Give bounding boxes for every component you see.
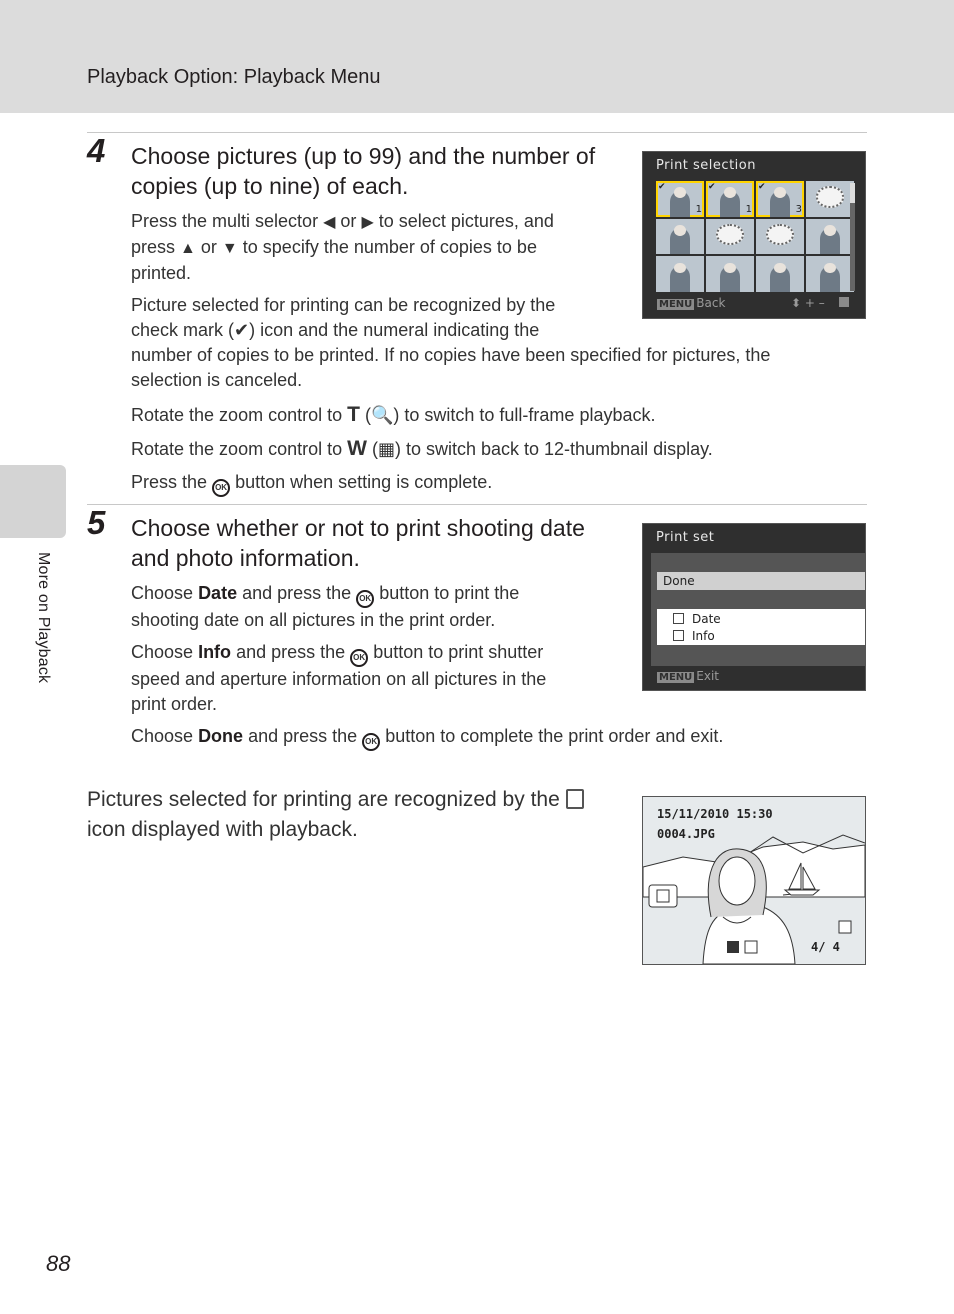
- page-header: [0, 0, 954, 113]
- thumbnail: ✔ 3: [758, 181, 802, 215]
- thumbnail: ✔ 1: [658, 181, 702, 215]
- side-label: More on Playback: [35, 552, 52, 684]
- zoom-in-icon: 🔍: [370, 405, 394, 425]
- step-5-paragraph-3: Choose Done and press the OK button to complete the print order and exit.: [131, 724, 871, 751]
- thumbnail-grid: [656, 181, 854, 292]
- check-mark-icon: ✔: [234, 320, 250, 340]
- step-4-paragraph-4: Rotate the zoom control to W (▦) to switch back to 12-thumbnail display.: [131, 437, 713, 460]
- right-arrow-icon: ▶: [361, 214, 374, 231]
- ok-button-icon: OK: [350, 649, 368, 667]
- thumbnail: [656, 256, 704, 292]
- step-4-paragraph-5: Press the OK button when setting is complete.: [131, 470, 871, 497]
- checkbox-icon: [673, 630, 684, 641]
- screen-footer: MENU Back: [659, 296, 726, 310]
- ok-button-icon: OK: [212, 479, 230, 497]
- option-info[interactable]: Info: [673, 629, 715, 643]
- step-4-paragraph-1: Press the multi selector ◀ or ▶ to select pictures, and press ▲ or ▼ to specify the number of copies to be printed.: [131, 211, 554, 283]
- screen-title: Print set: [656, 530, 715, 545]
- step-4-paragraph-3: Rotate the zoom control to T (🔍) to switch to full-frame playback.: [131, 403, 656, 426]
- down-arrow-icon: ▼: [221, 240, 238, 257]
- scrollbar: [850, 183, 855, 291]
- playback-photo: [643, 797, 865, 964]
- divider: [87, 132, 867, 133]
- step-4-number: 4: [87, 132, 106, 169]
- thumbnail: [756, 256, 804, 292]
- thumbnail: [656, 219, 704, 255]
- thumbnail: [756, 219, 804, 255]
- file-name: 0004.JPG: [657, 827, 715, 841]
- page-number: 88: [46, 1251, 71, 1276]
- screen-footer: MENU Exit: [659, 669, 720, 683]
- header-title: Playback Option: Playback Menu: [87, 66, 381, 88]
- frame-counter: 4/ 4: [811, 940, 840, 954]
- step-4-title: Choose pictures (up to 99) and the number of copies (up to nine) of each.: [131, 143, 596, 199]
- playback-screen: [642, 796, 866, 965]
- thumbnail-icon: ▦: [377, 439, 395, 459]
- zoom-icon: [839, 297, 849, 307]
- print-set-screen: [642, 523, 866, 691]
- print-order-icon: [566, 789, 584, 809]
- up-arrow-icon: ▲: [180, 240, 196, 257]
- thumbnail: [706, 219, 754, 255]
- copies-control: ⬍ + –: [791, 296, 849, 310]
- menu-item-done[interactable]: Done: [657, 572, 865, 590]
- divider: [87, 504, 867, 505]
- up-down-icon: ⬍: [791, 296, 802, 310]
- step-4-paragraph-2: Picture selected for printing can be recognized by the check mark (✔) icon and the numeral indicating the number of copies to be printed. If no copies have been specified for pictures, the selection is canceled.: [131, 295, 771, 390]
- ok-button-icon: OK: [356, 590, 374, 608]
- side-tab: [0, 465, 66, 538]
- checkbox-icon: [673, 613, 684, 624]
- thumbnail: [806, 219, 854, 255]
- bottom-note: Pictures selected for printing are recognized by the icon displayed with playback.: [87, 785, 607, 845]
- print-selection-screen: [642, 151, 866, 319]
- screen-title: Print selection: [656, 158, 756, 173]
- thumbnail: [806, 256, 854, 292]
- ok-button-icon: OK: [362, 733, 380, 751]
- options-list: [657, 609, 865, 645]
- date-time: 15/11/2010 15:30: [657, 807, 773, 821]
- option-date[interactable]: Date: [673, 612, 721, 626]
- thumbnail: [806, 181, 854, 217]
- step-5-title: Choose whether or not to print shooting date and photo information.: [131, 515, 585, 571]
- step-5-paragraph-1: Choose Date and press the OK button to print the shooting date on all pictures in the print order.: [131, 583, 520, 630]
- thumbnail: [706, 256, 754, 292]
- step-5-paragraph-2: Choose Info and press the OK button to print shutter speed and aperture information on all pictures in the print order.: [131, 642, 547, 714]
- thumbnail: ✔ 1: [708, 181, 752, 215]
- left-arrow-icon: ◀: [323, 214, 336, 231]
- step-5-number: 5: [87, 504, 106, 541]
